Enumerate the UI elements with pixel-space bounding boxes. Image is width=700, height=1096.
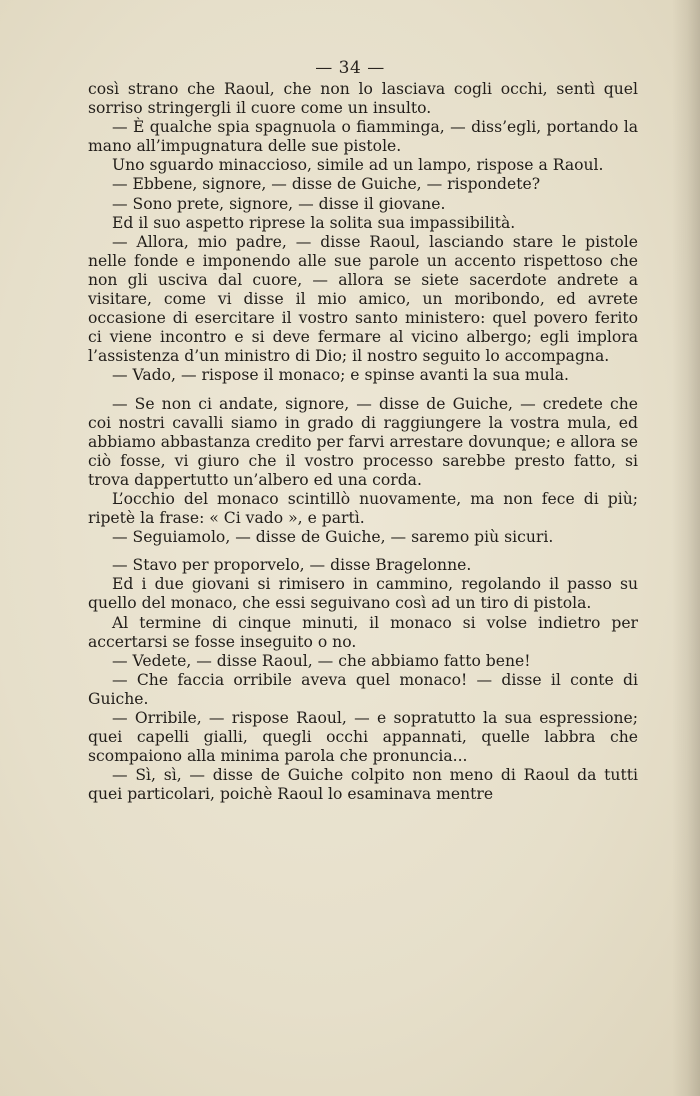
paragraph: — Stavo per proporvelo, — disse Bragelonne. <box>112 556 472 575</box>
paragraph: — Seguiamolo, — disse de Guiche, — saremo più sicuri. <box>112 528 554 547</box>
paragraph: — Che faccia orribile aveva quel monaco! — disse il conte di Guiche. <box>88 670 638 708</box>
paragraph: Al termine di cinque minuti, il monaco si volse indietro per accertarsi se fosse inseguito o no. <box>88 613 638 651</box>
paragraph: — Sì, sì, — disse de Guiche colpito non meno di Raoul da tutti quei particolari, poichè Raoul lo esaminava mentre <box>88 766 638 804</box>
paragraph: — Se non ci andate, signore, — disse de Guiche, — credete che coi nostri cavalli siamo in grado di raggiungere la vostra mula, ed abbiamo abbastanza credito per farvi arrestare dovunque; e allora se ciò fosse, vi giuro che il vostro processo sarebbe presto fatto, si trova dappertutto un’albero ed una corda. <box>88 394 638 489</box>
paragraph: così strano che Raoul, che non lo lasciava cogli occhi, sentì quel sorriso stringergli il cuore come un insulto. <box>88 80 638 118</box>
page-binding-shadow <box>672 0 700 1096</box>
page-number: — 34 — <box>315 58 385 78</box>
body-text <box>88 80 638 804</box>
paragraph: — Sono prete, signore, — disse il giovane. <box>112 194 446 213</box>
paragraph: — È qualche spia spagnuola o fiamminga, — diss’egli, portando la mano all’impugnatura delle sue pistole. <box>88 118 638 156</box>
paragraph: — Vado, — rispose il monaco; e spinse avanti la sua mula. <box>112 366 569 385</box>
paragraph: L’occhio del monaco scintillò nuovamente, ma non fece di più; ripetè la frase: « Ci vado », e partì. <box>88 489 638 528</box>
paragraph: — Orribile, — rispose Raoul, — e sopratutto la sua espressione; quei capelli gialli, quegli occhi appannati, quelle labbra che scompaiono alla minima parola che pronuncia... <box>88 709 638 766</box>
paragraph: — Ebbene, signore, — disse de Guiche, — rispondete? <box>112 175 541 194</box>
paragraph: — Vedete, — disse Raoul, — che abbiamo fatto bene! <box>112 651 531 670</box>
paragraph: Ed il suo aspetto riprese la solita sua impassibilità. <box>112 213 516 232</box>
paragraph: — Allora, mio padre, — disse Raoul, lasciando stare le pistole nelle fonde e imponendo alle sue parole un accento rispettoso che non gli usciva dal cuore, — allora se siete sacerdote andrete a visitare, come vi disse il mio amico, un moribondo, ed avrete occasione di esercitare il vostro santo ministero: quel povero ferito ci viene incontro e si deve fermare al vicino albergo; egli implora l’assistenza d’un ministro di Dio; il nostro seguito lo accompagna. <box>88 232 638 366</box>
paragraph: Ed i due giovani si rimisero in cammino, regolando il passo su quello del monaco, che essi seguivano così ad un tiro di pistola. <box>88 575 638 613</box>
paragraph: Uno sguardo minaccioso, simile ad un lampo, rispose a Raoul. <box>112 156 604 175</box>
